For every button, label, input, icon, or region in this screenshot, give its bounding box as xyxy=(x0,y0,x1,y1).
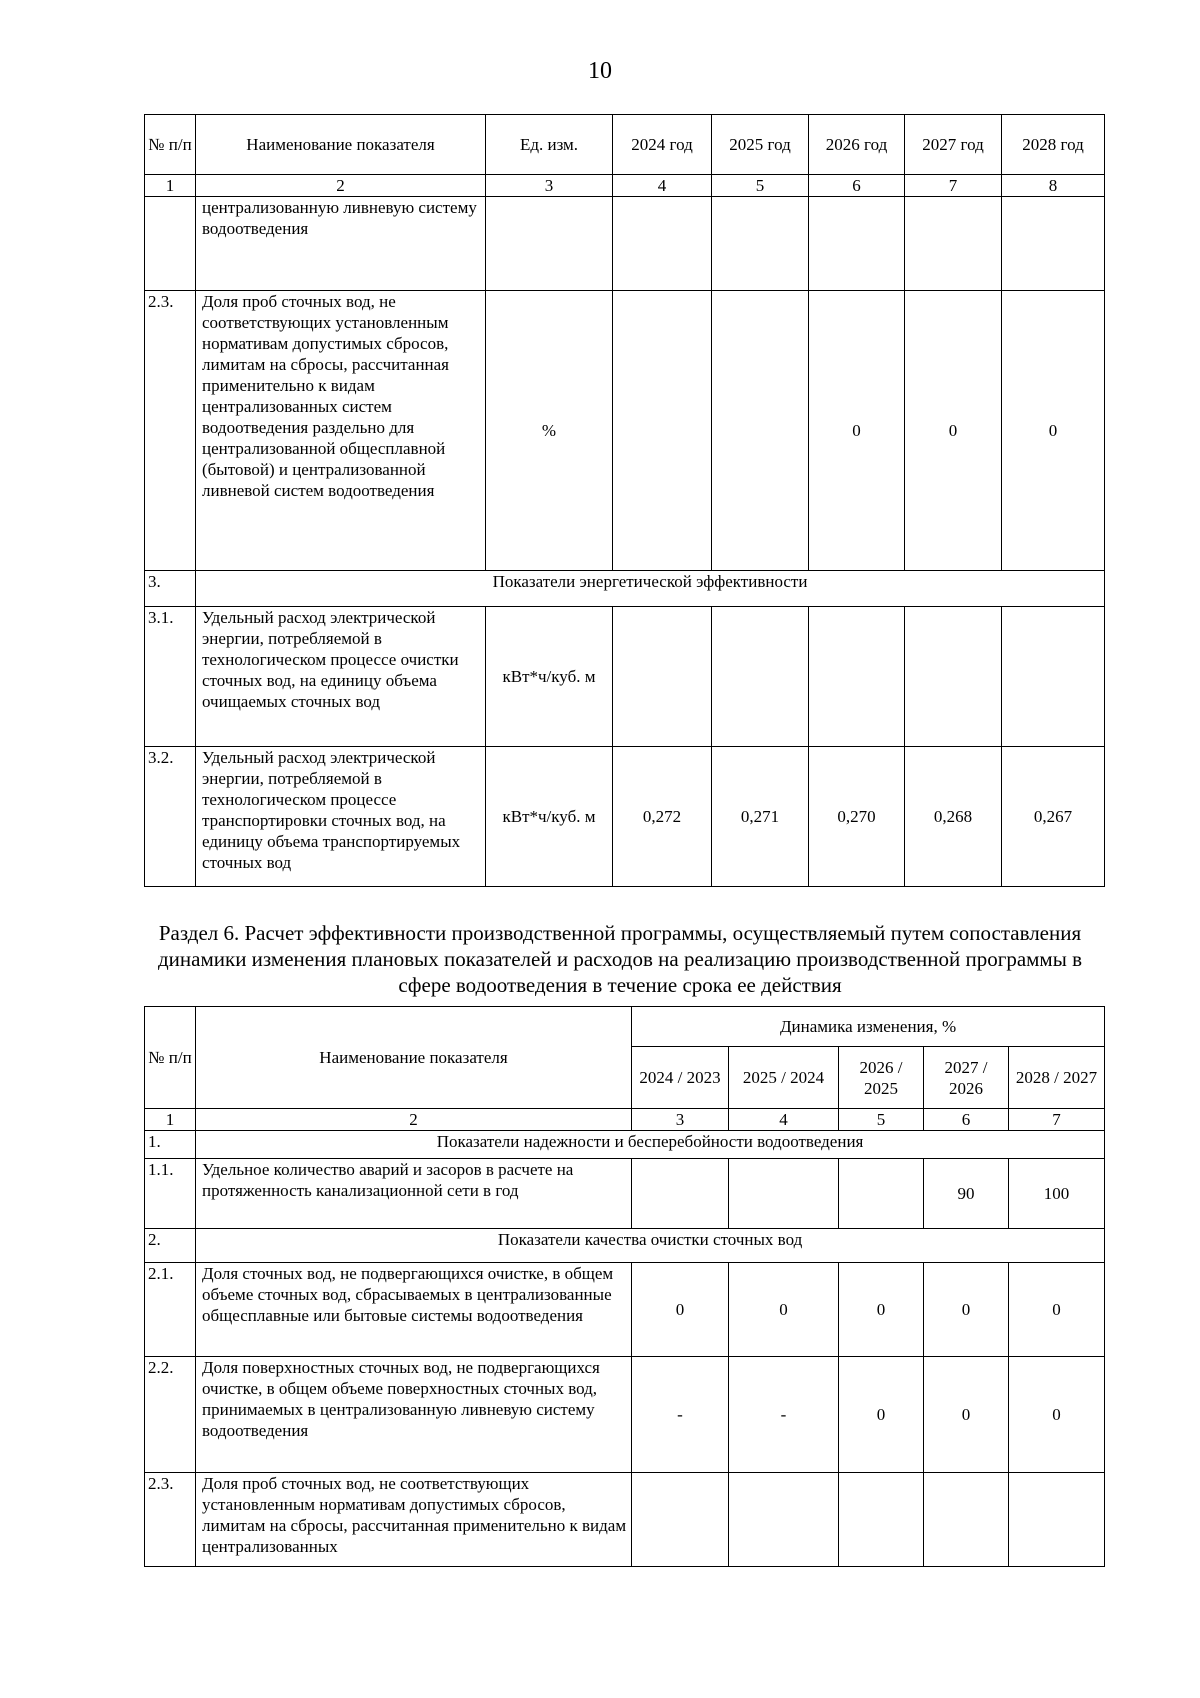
row-value-2025 xyxy=(712,197,809,291)
index-cell: 7 xyxy=(905,175,1002,197)
col-num-header: № п/п xyxy=(145,115,196,175)
index-cell: 3 xyxy=(632,1109,729,1131)
row-value: 0 xyxy=(632,1263,729,1357)
section-title: Показатели качества очистки сточных вод xyxy=(196,1229,1105,1263)
row-value: 0 xyxy=(839,1263,924,1357)
row-num: 2.3. xyxy=(145,1473,196,1567)
col-2024-header: 2024 год xyxy=(613,115,712,175)
table-row xyxy=(145,291,1105,571)
row-num: 3.2. xyxy=(145,747,196,887)
row-value: 0 xyxy=(839,1357,924,1473)
row-value: 90 xyxy=(924,1159,1009,1229)
index-cell: 7 xyxy=(1009,1109,1105,1131)
index-cell: 8 xyxy=(1002,175,1105,197)
section-row xyxy=(145,571,1105,607)
row-value: 0 xyxy=(924,1263,1009,1357)
row-num xyxy=(145,197,196,291)
col-2026-header: 2026 год xyxy=(809,115,905,175)
col-2025-header: 2025 год xyxy=(712,115,809,175)
row-num: 2. xyxy=(145,1229,196,1263)
table-row xyxy=(145,1159,1105,1229)
col-period-header: 2027 / 2026 xyxy=(924,1047,1009,1109)
row-value-2026 xyxy=(809,607,905,747)
col-period-header: 2028 / 2027 xyxy=(1009,1047,1105,1109)
index-cell: 1 xyxy=(145,1109,196,1131)
header-row xyxy=(145,1007,1105,1047)
row-name: Удельный расход электрической энергии, потребляемой в технологическом процессе транспортировки сточных вод, на единицу объема транспортируемых сточных вод xyxy=(196,747,486,887)
row-value xyxy=(729,1159,839,1229)
row-value xyxy=(839,1473,924,1567)
dynamics-table xyxy=(144,1006,1105,1567)
index-cell: 1 xyxy=(145,175,196,197)
row-value xyxy=(729,1473,839,1567)
section-title: Показатели надежности и бесперебойности водоотведения xyxy=(196,1131,1105,1159)
row-value-2025 xyxy=(712,291,809,571)
header-row xyxy=(145,115,1105,175)
col-period-header: 2025 / 2024 xyxy=(729,1047,839,1109)
index-cell: 3 xyxy=(486,175,613,197)
row-unit: кВт*ч/куб. м xyxy=(486,607,613,747)
row-value xyxy=(839,1159,924,1229)
row-value-2028: 0 xyxy=(1002,291,1105,571)
row-value-2024 xyxy=(613,197,712,291)
row-value: 0 xyxy=(1009,1263,1105,1357)
row-value-2025 xyxy=(712,607,809,747)
index-cell: 4 xyxy=(613,175,712,197)
table-row xyxy=(145,1473,1105,1567)
row-value-2024: 0,272 xyxy=(613,747,712,887)
index-cell: 4 xyxy=(729,1109,839,1131)
col-name-header: Наименование показателя xyxy=(196,1007,632,1109)
row-value-2028 xyxy=(1002,607,1105,747)
row-value-2024 xyxy=(613,607,712,747)
col-period-header: 2026 / 2025 xyxy=(839,1047,924,1109)
row-value-2027: 0,268 xyxy=(905,747,1002,887)
row-num: 1.1. xyxy=(145,1159,196,1229)
row-value: 100 xyxy=(1009,1159,1105,1229)
row-num: 3. xyxy=(145,571,196,607)
section-row xyxy=(145,1131,1105,1159)
indicators-table xyxy=(144,114,1105,887)
row-name: Удельный расход электрической энергии, потребляемой в технологическом процессе очистки сточных вод, на единицу объема очищаемых сточных вод xyxy=(196,607,486,747)
row-name: Доля сточных вод, не подвергающихся очистке, в общем объеме сточных вод, сбрасываемых в централизованные общесплавные или бытовые системы водоотведения xyxy=(196,1263,632,1357)
row-value-2028: 0,267 xyxy=(1002,747,1105,887)
section-row xyxy=(145,1229,1105,1263)
index-cell: 2 xyxy=(196,1109,632,1131)
col-2028-header: 2028 год xyxy=(1002,115,1105,175)
row-value-2025: 0,271 xyxy=(712,747,809,887)
row-name: Доля поверхностных сточных вод, не подвергающихся очистке, в общем объеме поверхностных сточных вод, принимаемых в централизованную ливневую систему водоотведения xyxy=(196,1357,632,1473)
row-value-2026: 0,270 xyxy=(809,747,905,887)
row-value: 0 xyxy=(729,1263,839,1357)
page-number: 10 xyxy=(588,58,612,84)
index-cell: 2 xyxy=(196,175,486,197)
row-value xyxy=(632,1159,729,1229)
row-num: 1. xyxy=(145,1131,196,1159)
row-value xyxy=(632,1473,729,1567)
table-row xyxy=(145,1263,1105,1357)
row-value-2026: 0 xyxy=(809,291,905,571)
index-cell: 5 xyxy=(712,175,809,197)
row-num: 2.2. xyxy=(145,1357,196,1473)
row-unit: % xyxy=(486,291,613,571)
section-title: Показатели энергетической эффективности xyxy=(196,571,1105,607)
table-row xyxy=(145,747,1105,887)
table-row xyxy=(145,197,1105,291)
col-num-header: № п/п xyxy=(145,1007,196,1109)
row-value-2024 xyxy=(613,291,712,571)
row-num: 2.3. xyxy=(145,291,196,571)
row-value: - xyxy=(632,1357,729,1473)
index-row xyxy=(145,175,1105,197)
row-value xyxy=(924,1473,1009,1567)
index-cell: 6 xyxy=(924,1109,1009,1131)
row-name: централизованную ливневую систему водоотведения xyxy=(196,197,486,291)
index-cell: 5 xyxy=(839,1109,924,1131)
row-value-2027 xyxy=(905,197,1002,291)
col-period-header: 2024 / 2023 xyxy=(632,1047,729,1109)
table-row xyxy=(145,607,1105,747)
row-value: 0 xyxy=(1009,1357,1105,1473)
row-name: Доля проб сточных вод, не соответствующих установленным нормативам допустимых сбросов, лимитам на сбросы, рассчитанная применительно к видам централизованных систем водоотведения раздельно для централизованной общесплавной (бытовой) и централизованной ливневой систем водоотведения xyxy=(196,291,486,571)
col-2027-header: 2027 год xyxy=(905,115,1002,175)
col-name-header: Наименование показателя xyxy=(196,115,486,175)
section-6-title: Раздел 6. Расчет эффективности производственной программы, осуществляемый путем сопоставления динамики изменения плановых показателей и расходов на реализацию производственной программы в сфере водоотведения в течение срока ее действия xyxy=(157,921,1082,997)
col-unit-header: Ед. изм. xyxy=(486,115,613,175)
index-cell: 6 xyxy=(809,175,905,197)
row-value xyxy=(1009,1473,1105,1567)
row-name: Удельное количество аварий и засоров в расчете на протяженность канализационной сети в год xyxy=(196,1159,632,1229)
row-num: 2.1. xyxy=(145,1263,196,1357)
row-num: 3.1. xyxy=(145,607,196,747)
row-value-2027: 0 xyxy=(905,291,1002,571)
table-row xyxy=(145,1357,1105,1473)
row-value-2026 xyxy=(809,197,905,291)
row-unit: кВт*ч/куб. м xyxy=(486,747,613,887)
row-value: 0 xyxy=(924,1357,1009,1473)
row-name: Доля проб сточных вод, не соответствующих установленным нормативам допустимых сбросов, лимитам на сбросы, рассчитанная применительно к видам централизованных xyxy=(196,1473,632,1567)
row-value-2027 xyxy=(905,607,1002,747)
row-value-2028 xyxy=(1002,197,1105,291)
row-value: - xyxy=(729,1357,839,1473)
index-row xyxy=(145,1109,1105,1131)
row-unit xyxy=(486,197,613,291)
dynamics-header: Динамика изменения, % xyxy=(632,1007,1105,1047)
